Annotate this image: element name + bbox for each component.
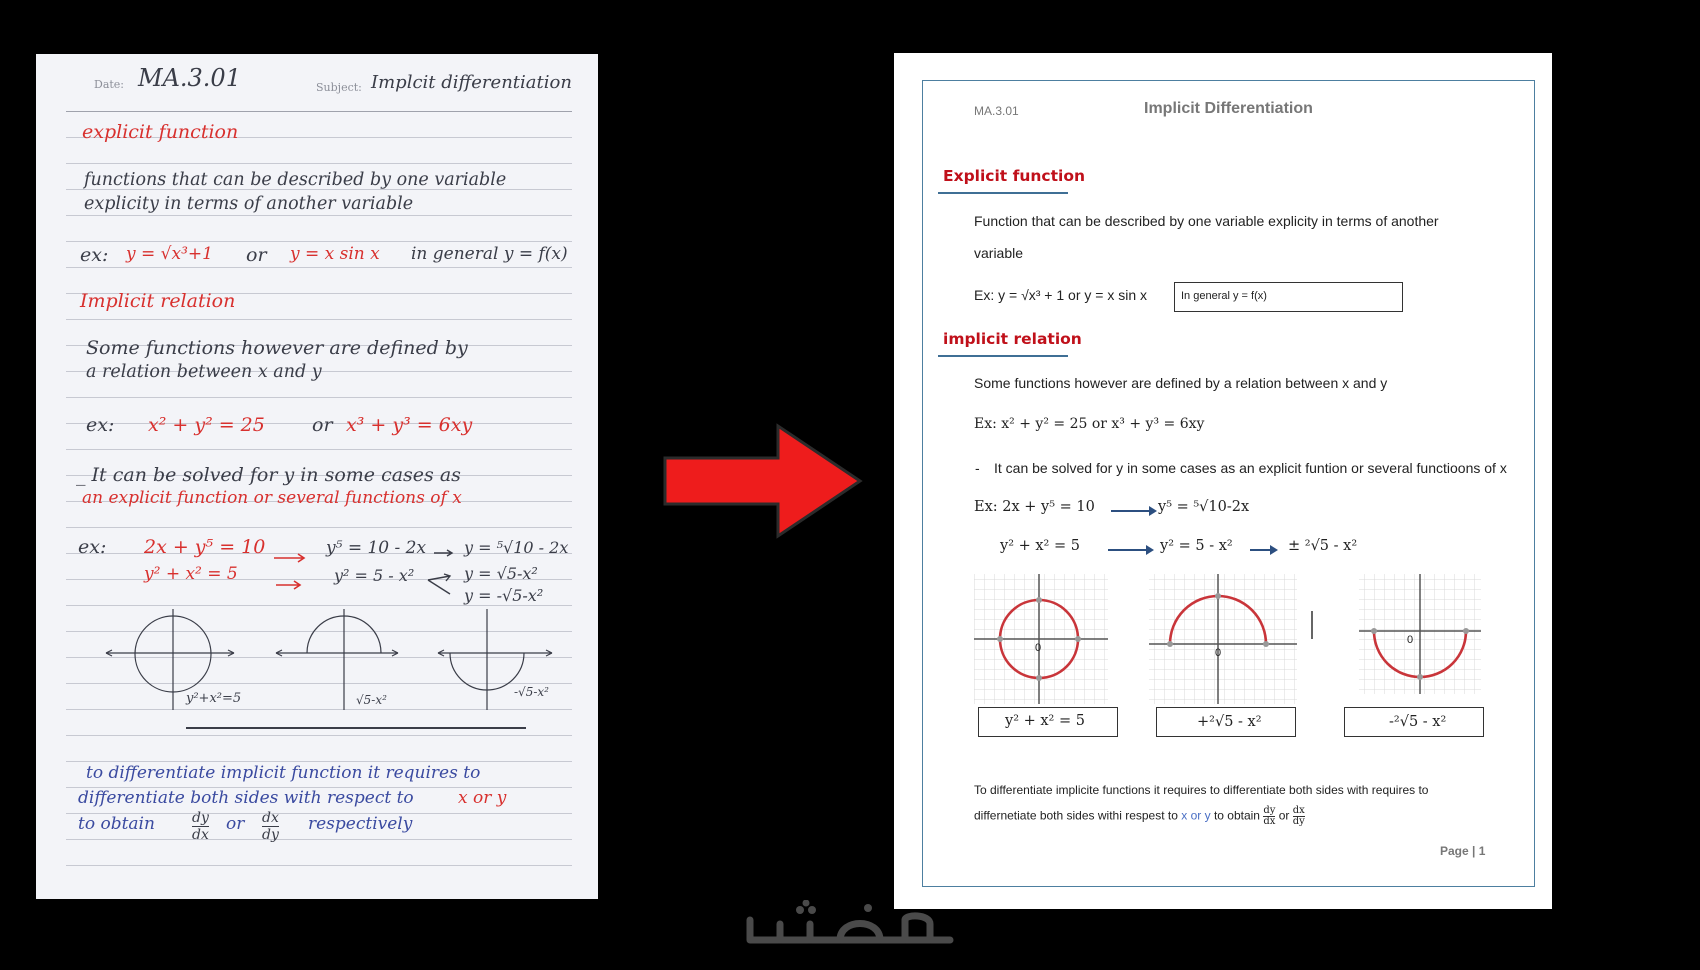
handwritten-notebook-page [36,54,598,899]
heading-underline [938,192,1068,194]
explicit-example-b: y = x sin x [290,244,380,264]
logo-mark [740,900,960,956]
example4-b: y² = 5 - x² [334,566,415,585]
implicit-example-a: x² + y² = 25 [148,414,265,436]
date-label: Date: [94,78,125,91]
implicit-example-prefix: ex: [86,414,115,436]
conclusion-line1: to differentiate implicit function it requires to [86,763,481,783]
notebook-fraction-dy-dx [192,810,209,843]
graph3-label: -√5-x² [514,685,549,699]
heading-explicit-function: explicit function [82,121,239,143]
solve-line2: an explicit function or several functions of x [82,488,462,508]
solve-line1: _ It can be solved for y in some cases as [76,464,461,486]
fraction-numerator: dy [192,810,209,826]
fraction-dy-dx [1263,806,1275,827]
example3-prefix: ex: [78,536,107,558]
graph3-equation-box [1344,707,1484,737]
graph3-origin-label: 0 [1407,634,1414,646]
arrow-right-icon [1248,544,1282,556]
graph1-origin-label: 0 [1035,642,1042,654]
explicit-example: Ex: y = √x³ + 1 or y = x sin x [974,287,1148,303]
fraction-denominator: dx [1263,816,1276,827]
example3-left: Ex: 2x + y⁵ = 10 [974,499,1095,515]
fraction-numerator: dy [1263,805,1276,816]
subject-value: Implcit differentiation [371,72,572,93]
implicit-example-b: x³ + y³ = 6xy [346,414,473,436]
heading-explicit-function: Explicit function [943,167,1086,185]
fraction-numerator: dx [262,810,279,826]
graph1-equation: y² + x² = 5 [1005,713,1085,729]
explicit-example-prefix: ex: [80,244,109,266]
subject-label: Subject: [316,81,362,94]
fraction-denominator: dy [262,827,279,843]
conclusion-or: or [226,814,245,834]
graph1-equation-box [978,707,1118,737]
example4-a: y² + x² = 5 [144,564,238,584]
bullet-dash: - [975,460,980,476]
example3-c: y = ⁵√10 - 2x [464,538,569,557]
conclusion-line2a: differentiate both sides with respect to [78,788,414,808]
conclusion-or: or [1278,808,1290,823]
explicit-example-general: in general y = f(x) [411,244,568,264]
example4-mid: y² = 5 - x² [1160,538,1233,554]
date-value: MA.3.01 [138,64,241,92]
example3-right: y⁵ = ⁵√10-2x [1158,499,1250,515]
implicit-example: Ex: x² + y² = 25 or x³ + y³ = 6xy [974,416,1205,432]
conclusion-line2b: x or y [458,788,507,808]
graph-lower-semicircle [1359,574,1481,694]
graph2-origin-label: 0 [1215,647,1222,659]
page-number: Page | 1 [1440,844,1486,858]
explicit-definition-line2: explicity in terms of another variable [84,194,414,214]
document-code: MA.3.01 [974,104,1019,118]
explicit-example-a: y = √x³+1 [126,244,213,264]
implicit-definition-line1: Some functions however are defined by [86,337,468,359]
explicit-example-or: or [246,244,267,266]
fraction-denominator: dx [192,827,209,843]
example3-a: 2x + y⁵ = 10 [144,536,266,558]
conclusion-line1: To differentiate implicite functions it requires to differentiate both sides with requires to [974,783,1429,797]
implicit-definition-line2: a relation between x and y [86,362,322,382]
graph2-equation-box [1156,707,1296,737]
page-border [922,80,1535,887]
explicit-definition-line1: functions that can be described by one variable [84,170,507,190]
implicit-definition: Some functions however are defined by a relation between x and y [974,375,1388,391]
fraction-numerator: dx [1292,805,1305,816]
right-arrow-icon [660,420,870,542]
example4-d: y = -√5-x² [464,586,544,605]
graph2-label: √5-x² [356,693,387,707]
notebook-fraction-dx-dy [262,810,279,843]
conclusion-line2 [974,806,1305,827]
example4-left: y² + x² = 5 [1000,538,1080,554]
conclusion-variables: x or y [1181,808,1211,823]
example4-c: y = √5-x² [464,564,538,583]
heading-implicit-relation: Implicit relation [80,290,236,312]
example4-right: ± ²√5 - x² [1288,538,1358,554]
explicit-definition-line2: variable [974,245,1024,261]
implicit-example-or: or [312,414,333,436]
document-title: Implicit Differentiation [1144,100,1313,117]
conclusion-line3b: respectively [308,814,413,834]
general-form-box [1174,282,1403,312]
graph-circle [974,574,1108,704]
section-divider [186,727,526,729]
khamsat-logo [740,900,960,961]
example3-b: y⁵ = 10 - 2x [326,538,427,558]
arrow-right-icon [1106,544,1156,556]
conclusion-line2a: differnetiate both sides withi respest to [974,808,1178,823]
general-form-text: In general y = f(x) [1181,290,1267,302]
graph3-equation: -²√5 - x² [1389,714,1447,730]
bullet-text: It can be solved for y in some cases as an explicit funtion or several functioons of x [994,460,1507,476]
graph2-equation: +²√5 - x² [1197,714,1262,730]
typed-document-page [894,53,1552,909]
conclusion-line2c: to obtain [1213,808,1260,823]
heading-implicit-relation: implicit relation [943,330,1082,348]
conclusion-line3a: to obtain [78,814,155,834]
explicit-definition-line1: Function that can be described by one variable explicity in terms of another [974,213,1439,229]
arrow-right-icon [1109,505,1159,517]
graph-upper-semicircle [1149,574,1312,704]
fraction-denominator: dy [1292,816,1305,827]
heading-underline [938,355,1068,357]
fraction-dx-dy [1293,806,1305,827]
graph1-label: y²+x²=5 [186,691,242,706]
